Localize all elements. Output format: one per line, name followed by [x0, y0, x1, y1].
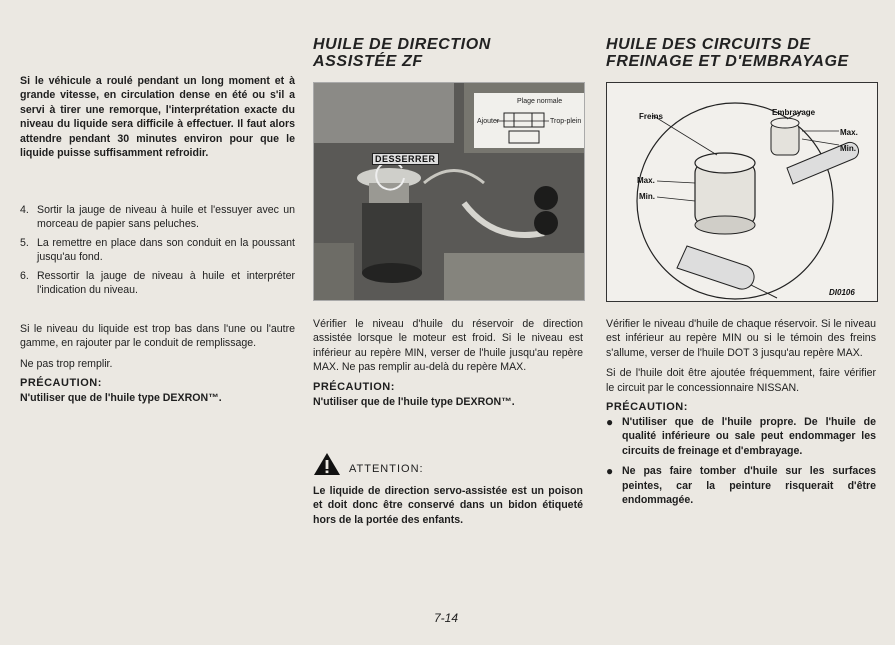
label-min-right: Min.	[840, 144, 856, 153]
dealer-paragraph: Si de l'huile doit être ajoutée fréquemment, faire vérifier le circuit par le concessionnaire NISSAN.	[606, 367, 876, 394]
label-max-left: Max.	[637, 176, 655, 185]
check-paragraph: Vérifier le niveau d'huile du réservoir de direction assistée lorsque le moteur est froid. Si le niveau est inférieur au repère MIN, verser de l'huile jusqu'au repère MAX. Ne pas remplir au-delà du repère MAX.	[313, 318, 583, 374]
engine-bay-photo	[313, 82, 585, 301]
overfill-note: Ne pas trop remplir.	[20, 357, 113, 370]
engine-bay-illustration	[314, 83, 584, 300]
title-line: FREINAGE ET D'EMBRAYAGE	[606, 53, 849, 70]
section-title-power-steering	[313, 36, 491, 70]
column-middle-body	[313, 317, 583, 415]
diagram-code: DI0106	[829, 288, 855, 297]
step-text: Ressortir la jauge de niveau à huile et interpréter l'indication du niveau.	[37, 269, 295, 297]
step-number: 5.	[20, 236, 29, 249]
label-freins: Freins	[639, 112, 664, 121]
caution-heading: PRÉCAUTION:	[20, 377, 102, 390]
step-text: La remettre en place dans son conduit en la poussant jusqu'au fond.	[37, 236, 295, 264]
photo-label-ajouter: Ajouter	[477, 118, 500, 125]
column-right-body	[606, 317, 876, 513]
column-left-body	[20, 322, 295, 412]
caution-text: N'utiliser que de l'huile type DEXRON™.	[313, 395, 515, 408]
intro-paragraph: Si le véhicule a roulé pendant un long moment et à grande vitesse, en circulation dense en été ou s'il a servi à tirer une remorque, l'interprétation exacte du niveau du liquide sera difficile à effectuer. Il faut alors attendre pendant 30 minutes environ pour que le liquide puisse suffisamment refroidir.	[20, 75, 295, 160]
bullet-icon: ●	[606, 464, 614, 479]
reservoir-illustration	[607, 83, 877, 301]
label-max-right: Max.	[840, 128, 858, 137]
photo-label-desserrer: DESSERRER	[372, 153, 439, 165]
title-line: HUILE DES CIRCUITS DE	[606, 36, 811, 53]
list-item	[20, 269, 295, 298]
label-min-left: Min.	[639, 192, 655, 201]
list-item	[20, 236, 295, 265]
bullet-icon: ●	[606, 415, 614, 430]
bullet-text: N'utiliser que de l'huile propre. De l'huile de qualité inférieure ou sale peut endommager les circuits de freinage et d'embrayage.	[622, 416, 876, 457]
attention-box	[313, 452, 583, 533]
photo-label-plage: Plage normale	[517, 98, 563, 105]
title-line: HUILE DE DIRECTION	[313, 36, 491, 53]
caution-heading: PRÉCAUTION:	[606, 401, 688, 414]
bullet-text: Ne pas faire tomber d'huile sur les surfaces peintes, car la peinture risquerait d'être endommagée.	[622, 465, 876, 507]
list-item	[606, 464, 876, 507]
attention-label: ATTENTION:	[349, 463, 424, 475]
list-item	[606, 415, 876, 458]
reservoir-diagram	[606, 82, 878, 302]
section-title-brake-clutch	[606, 36, 849, 70]
step-number: 6.	[20, 269, 29, 282]
attention-text: Le liquide de direction servo-assistée est un poison et doit donc être conservé dans un bidon étiqueté hors de la portée des enfants.	[313, 485, 583, 526]
warning-triangle-icon	[313, 452, 341, 476]
title-line: ASSISTÉE ZF	[313, 53, 423, 70]
list-item	[20, 203, 295, 232]
photo-label-trop: Trop-plein	[550, 118, 582, 125]
check-paragraph: Vérifier le niveau d'huile de chaque réservoir. Si le niveau est inférieur au repère MIN ou si le témoin des freins s'allume, verser de l'huile DOT 3 jusqu'au repère MAX.	[606, 318, 876, 359]
step-text: Sortir la jauge de niveau à huile et l'essuyer avec un morceau de papier sans peluches.	[37, 204, 295, 231]
steps-list	[20, 203, 295, 301]
label-embrayage: Embrayage	[772, 108, 816, 117]
caution-heading: PRÉCAUTION:	[313, 380, 395, 393]
step-number: 4.	[20, 204, 29, 216]
caution-text: N'utiliser que de l'huile type DEXRON™.	[20, 392, 222, 405]
refill-paragraph: Si le niveau du liquide est trop bas dans l'une ou l'autre gamme, en rajouter par le conduit de remplissage.	[20, 323, 295, 350]
page-number: 7-14	[434, 611, 459, 625]
